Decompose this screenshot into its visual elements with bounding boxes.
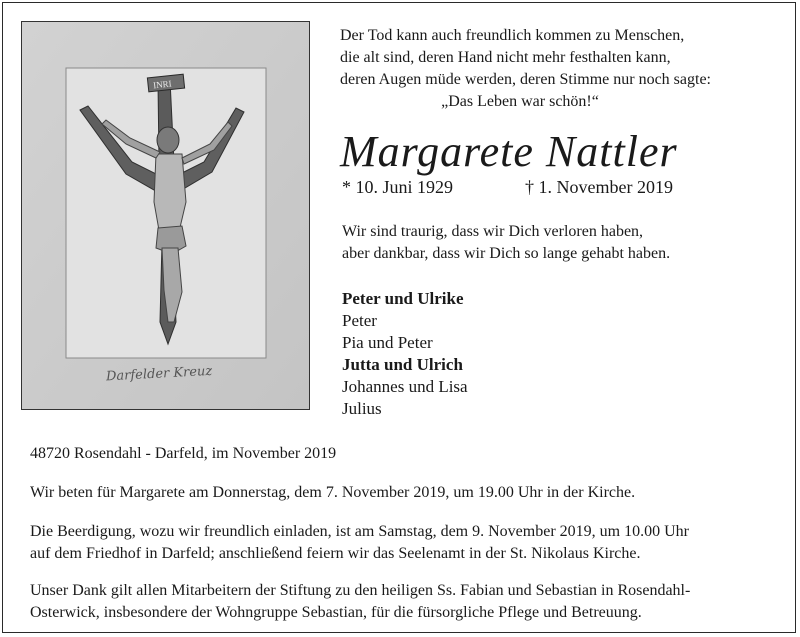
sentence-line: aber dankbar, dass wir Dich so lange gehabt haben. xyxy=(342,245,671,262)
burial-line: auf dem Friedhof in Darfeld; anschließend feiern wir das Seelenamt in der St. Nikolaus Kirche. xyxy=(30,545,641,562)
family-member: Julius xyxy=(342,399,382,418)
family-member: Peter xyxy=(342,311,377,330)
crucifix-drawing xyxy=(21,21,310,410)
poem-quote: „Das Leben war schön!“ xyxy=(441,93,599,110)
poem xyxy=(340,25,780,113)
life-dates xyxy=(342,176,673,198)
thanks-line: Osterwick, insbesondere der Wohngruppe Sebastian, für die fürsorgliche Pflege und Betreuung. xyxy=(30,604,642,621)
mourning-sentence xyxy=(342,221,670,265)
burial-line: Die Beerdigung, wozu wir freundlich einladen, ist am Samstag, dem 9. November 2019, um 10.00 Uhr xyxy=(30,523,689,540)
poem-line: die alt sind, deren Hand nicht mehr festhalten kann, xyxy=(340,49,671,66)
place-and-date xyxy=(30,443,336,465)
poem-line: deren Augen müde werden, deren Stimme nur noch sagte: xyxy=(340,71,711,88)
family-member: Peter und Ulrike xyxy=(342,289,464,308)
death-date: † 1. November 2019 xyxy=(525,177,673,197)
thanks-notice xyxy=(30,580,690,624)
deceased-name: Margarete Nattler xyxy=(340,127,678,176)
family-member: Pia und Peter xyxy=(342,333,433,352)
burial-notice xyxy=(30,521,689,565)
drawing-caption: Darfelder Kreuz xyxy=(105,363,213,385)
mass-notice xyxy=(30,482,635,504)
birth-date: * 10. Juni 1929 xyxy=(342,177,454,197)
poem-line: Der Tod kann auch freundlich kommen zu Menschen, xyxy=(340,27,685,44)
place-date-text: 48720 Rosendahl - Darfeld, im November 2019 xyxy=(30,445,337,462)
mass-text: Wir beten für Margarete am Donnerstag, dem 7. November 2019, um 19.00 Uhr in der Kirche. xyxy=(30,484,636,501)
family-member: Johannes und Lisa xyxy=(342,377,468,396)
thanks-line: Unser Dank gilt allen Mitarbeitern der Stiftung zu den heiligen Ss. Fabian und Sebastian in Rosendahl- xyxy=(30,582,691,599)
sentence-line: Wir sind traurig, dass wir Dich verloren haben, xyxy=(342,223,644,240)
family-list xyxy=(342,288,468,420)
family-member: Jutta und Ulrich xyxy=(342,355,463,374)
inri-plaque-text: INRI xyxy=(152,78,173,91)
